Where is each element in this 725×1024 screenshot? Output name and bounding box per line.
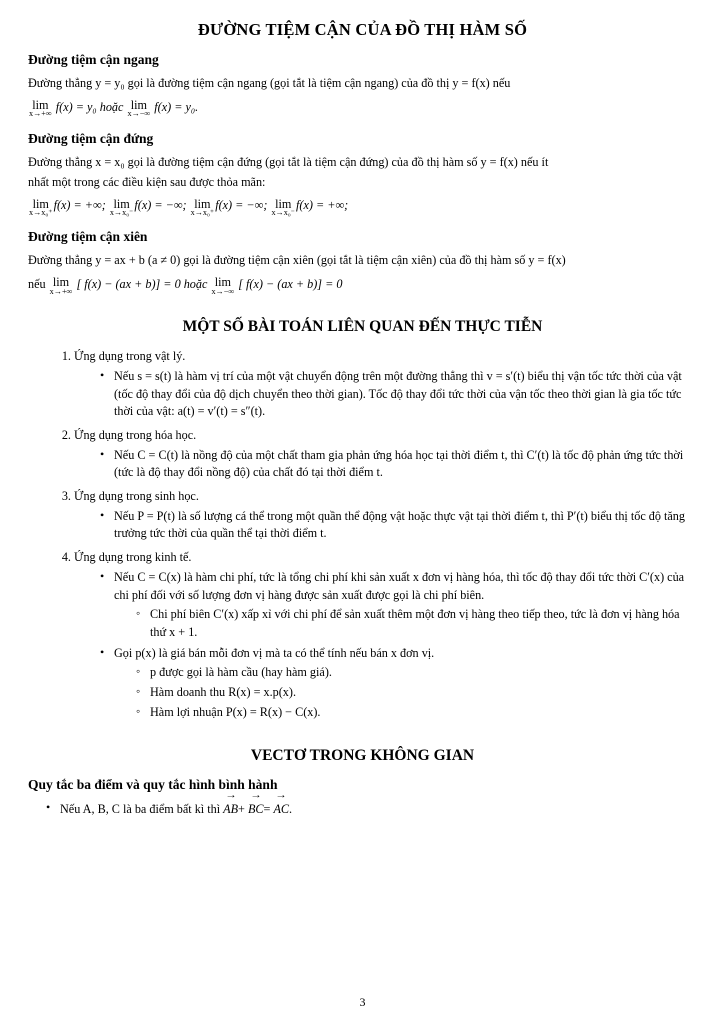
list-item: [74, 488, 697, 543]
sub-bullets: [114, 664, 697, 721]
page-number: 3: [359, 995, 366, 1009]
application-bullets: [74, 508, 697, 543]
section-2-line-2: nhất một trong các điều kiện sau được thỏa mãn:: [28, 174, 266, 189]
section-3-expr-mid: [ f(x) − (ax + b)] = 0 hoặc: [76, 277, 208, 292]
vector-ab: → AB: [223, 800, 238, 819]
period: .: [289, 802, 293, 817]
vector-subheading: Quy tắc ba điểm và quy tắc hình bình hành: [28, 777, 278, 793]
limit-notation: [211, 276, 234, 295]
list-item: ◦ Hàm lợi nhuận P(x) = R(x) − C(x).: [136, 704, 697, 722]
limit-operator: lim: [194, 196, 211, 211]
list-item: ◦ Chi phí biên C′(x) xấp xỉ với chi phí để sản xuất thêm một đơn vị hàng theo tiếp theo, tức là đơn vị hàng hóa thứ x + 1.: [136, 606, 697, 641]
limit-expression: f(x) = +∞;: [53, 198, 106, 213]
section-heading-tiem-can-ngang: Đường tiệm cận ngang: [28, 52, 159, 67]
limit-subscript: x→−∞: [211, 286, 235, 296]
vector-rule-text: Nếu A, B, C là ba điểm bất kì thì: [60, 802, 221, 817]
limit-subscript: x→+∞: [29, 109, 52, 119]
section-heading-tiem-can-dung: Đường tiệm cận đứng: [28, 130, 154, 146]
application-bullets: [74, 368, 697, 421]
section-3-expr-end: [ f(x) − (ax + b)] = 0: [238, 277, 343, 292]
limit-operator: lim: [32, 196, 49, 211]
limit-subscript: x→x₀⁺: [190, 207, 215, 217]
list-item: [74, 348, 697, 421]
section-3-line-1: Đường thẳng y = ax + b (a ≠ 0) gọi là đường tiệm cận xiên (gọi tắt là tiệm cận xiên) của đồ thị hàm số y = f(x): [28, 253, 566, 268]
vector-ac: → AC: [273, 800, 289, 819]
list-item: • Nếu s = s(t) là hàm vị trí của một vật chuyển động trên một đường thẳng thì v = s′(t) biểu thị vận tốc tức thời của vật (tốc độ thay đổi của độ dịch chuyển theo thời gian). Tốc độ thay đổi tức thời của vận tốc theo thời gian là gia tốc tức thời của vật: a(t) = v′(t) = s″(t).: [100, 368, 697, 421]
limit-operator: lim: [275, 196, 292, 211]
limit-notation: [29, 198, 53, 217]
limit-notation: [29, 99, 52, 118]
limit-notation: [50, 276, 73, 295]
plus-sign: +: [238, 802, 245, 817]
section-1-line-1: Đường thẳng y = y₀ gọi là đường tiệm cận ngang (gọi tắt là tiệm cận ngang) của đồ thị y = f(x) nếu: [28, 76, 511, 90]
list-item: [100, 569, 697, 642]
limit-subscript: x→−∞: [127, 109, 151, 119]
limit-notation: [191, 198, 215, 217]
bullet-text: Nếu C = C(x) là hàm chi phí, tức là tổng chi phí khi sản xuất x đơn vị hàng hóa, thì tốc độ thay đổi tức thời C′(x) của chi phí đối với số lượng đơn vị hàng được sản xuất được gọi là chi phí biên.: [114, 569, 685, 602]
section-1-line-2: [28, 96, 697, 119]
limit-subscript: x→x₀⁻: [109, 207, 134, 217]
page-title: ĐƯỜNG TIỆM CẬN CỦA ĐỒ THỊ HÀM SỐ: [197, 20, 528, 39]
list-item: [46, 800, 697, 819]
section-3-line-2: [28, 273, 697, 296]
list-item: [74, 427, 697, 482]
application-label: Ứng dụng trong vật lý.: [74, 349, 186, 364]
bullet-text: Gọi p(x) là giá bán mỗi đơn vị mà ta có thể tính nếu bán x đơn vị.: [114, 645, 435, 660]
limit-subscript: x→x₀⁻: [271, 207, 295, 217]
section-1-expr-mid: f(x) = y₀ hoặc: [55, 99, 124, 114]
vector-heading: VECTƠ TRONG KHÔNG GIAN: [250, 747, 475, 765]
section-heading-tiem-can-xien: Đường tiệm cận xiên: [28, 229, 148, 245]
list-item: ◦ p được gọi là hàm cầu (hay hàm giá).: [136, 664, 697, 682]
application-bullets: [74, 569, 697, 722]
limit-subscript: x→x₀⁺: [29, 207, 53, 217]
application-label: Ứng dụng trong kinh tế.: [74, 550, 192, 565]
list-item: [74, 549, 697, 721]
section-3-prefix: nếu: [28, 277, 46, 292]
list-item: ◦ Hàm doanh thu R(x) = x.p(x).: [136, 684, 697, 702]
application-bullets: [74, 447, 697, 482]
list-item: • Nếu C = C(t) là nồng độ của một chất tham gia phản ứng hóa học tại thời điểm t, thì C′(t) là tốc độ phản ứng tức thời (tức là độ thay đổi nồng độ) của chất đó tại thời điểm t.: [100, 447, 697, 482]
limit-operator: lim: [32, 97, 49, 112]
application-label: Ứng dụng trong sinh học.: [74, 489, 199, 504]
limit-operator: lim: [113, 196, 130, 211]
section-1-expr-end: f(x) = y₀.: [154, 99, 199, 114]
vector-bc: → BC: [248, 800, 264, 819]
sub-bullets: [114, 606, 697, 641]
list-item: • Nếu P = P(t) là số lượng cá thể trong một quần thể động vật hoặc thực vật tại thời điểm t, thì P′(t) biểu thị tốc độ tăng trưởng tức thời của quần thể tại thời điểm t.: [100, 508, 697, 543]
limit-notation: [127, 99, 150, 118]
section-2-limits: [28, 194, 697, 217]
limit-expression: f(x) = −∞;: [134, 198, 187, 213]
list-item: [100, 645, 697, 722]
limit-operator: lim: [52, 275, 70, 290]
equals-sign: =: [263, 802, 271, 817]
limit-notation: [110, 198, 134, 217]
applications-heading: MỘT SỐ BÀI TOÁN LIÊN QUAN ĐẾN THỰC TIỄN: [182, 318, 543, 336]
vector-rules-list: [28, 800, 697, 819]
limit-expression: f(x) = +∞;: [296, 198, 349, 213]
section-2-line-1: Đường thẳng x = x₀ gọi là đường tiệm cận đứng (gọi tắt là tiệm cận đứng) của đồ thị hàm số y = f(x) nếu ít: [28, 154, 549, 169]
limit-expression: f(x) = −∞;: [215, 198, 268, 213]
limit-operator: lim: [214, 275, 231, 290]
application-label: Ứng dụng trong hóa học.: [74, 428, 197, 443]
limit-operator: lim: [130, 97, 147, 112]
limit-subscript: x→+∞: [49, 286, 73, 296]
applications-list: [28, 348, 697, 721]
limit-notation: [271, 198, 295, 217]
